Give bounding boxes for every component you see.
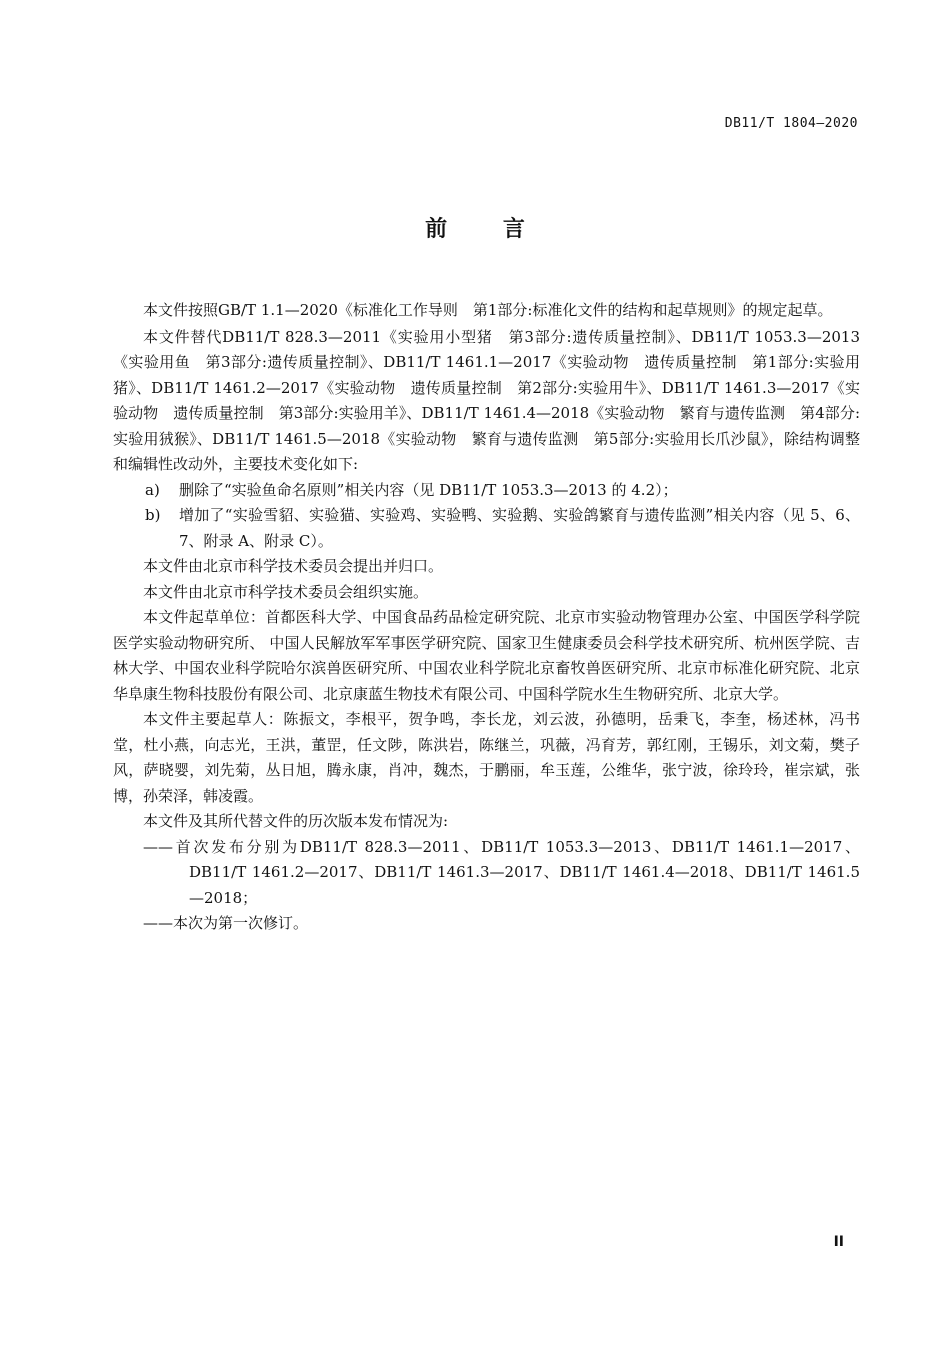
paragraph-drafters: 本文件主要起草人：陈振文，李根平，贺争鸣，李长龙，刘云波，孙德明，岳秉飞，李奎，杨述林，冯书堂，杜小燕，向志光，王洪，董罡，任文陟，陈洪岩，陈继兰，巩薇，冯育芳，郭红刚，王锡乐，刘文菊，樊子风，萨晓婴，刘先菊，丛日旭，腾永康，肖冲，魏杰，于鹏丽，牟玉莲，公维华，张宁波，徐玲玲，崔宗斌，张博，孙荣泽，韩凌霞。 (113, 710, 860, 805)
page-title: 前 言 (425, 217, 549, 242)
paragraph-proposer: 本文件由北京市科学技术委员会提出并归口。 (143, 557, 444, 575)
list-text-a: 删除了“实验鱼命名原则”相关内容（见 DB11/T 1053.3—2013 的 4.2）； (179, 480, 678, 499)
paragraph-implementer: 本文件由北京市科学技术委员会组织实施。 (143, 582, 429, 601)
history-item-first: ——首次发布分别为DB11/T 828.3—2011、DB11/T 1053.3—2013、DB11/T 1461.1—2017、DB11/T 1461.2—2017、DB11/T 1461.3—2017、DB11/T 1461.4—2018、DB11/T 1461.5—2018； (143, 837, 860, 907)
list-text-b: 增加了“实验雪貂、实验猫、实验鸡、实验鸭、实验鹅、实验鸽繁育与遗传监测”相关内容（见 5、6、7、附录 A、附录 C）。 (179, 506, 860, 550)
history-item-current: ——本次为第一次修订。 (143, 914, 309, 932)
list-marker-b: b) (145, 506, 161, 524)
list-marker-a: a) (145, 480, 160, 499)
paragraph-drafting-units: 本文件起草单位：首都医科大学、中国食品药品检定研究院、北京市实验动物管理办公室、中国医学科学院医学实验动物研究所、 中国人民解放军军事医学研究院、国家卫生健康委员会科学技术研究所、杭州医学院、吉林大学、中国农业科学院哈尔滨兽医研究所、中国农业科学院北京畜牧兽医研究所、北京市标准化研究院、北京华阜康生物科技股份有限公司、北京康蓝生物技术有限公司、中国科学院水生生物研究所、北京大学。 (113, 608, 860, 703)
document-code: DB11/T 1804—2020 (724, 116, 858, 131)
list-item-a (113, 478, 860, 504)
paragraph-standard-basis: 本文件按照GB/T 1.1—2020《标准化工作导则 第1部分:标准化文件的结构和起草规则》的规定起草。 (143, 301, 833, 319)
paragraph-replacement: 本文件替代DB11/T 828.3—2011《实验用小型猪 第3部分:遗传质量控制》、DB11/T 1053.3—2013《实验用鱼 第3部分:遗传质量控制》、DB11/T 1461.1—2017《实验动物 遗传质量控制 第1部分:实验用猪》、DB11/T 1461.2—2017《实验动物 遗传质量控制 第2部分:实验用牛》、DB11/T 1461.3—2017《实验动物 遗传质量控制 第3部分:实验用羊》、DB11/T 1461.4—2018《实验动物 繁育与遗传监测 第4部分:实验用狨猴》、DB11/T 1461.5—2018《实验动物 繁育与遗传监测 第5部分:实验用长爪沙鼠》，除结构调整和编辑性改动外，主要技术变化如下: (113, 327, 860, 473)
page-number: II (833, 1234, 844, 1250)
foreword-body (113, 298, 860, 937)
paragraph-history-intro: 本文件及其所代替文件的历次版本发布情况为: (143, 812, 449, 830)
list-item-b (113, 503, 860, 554)
